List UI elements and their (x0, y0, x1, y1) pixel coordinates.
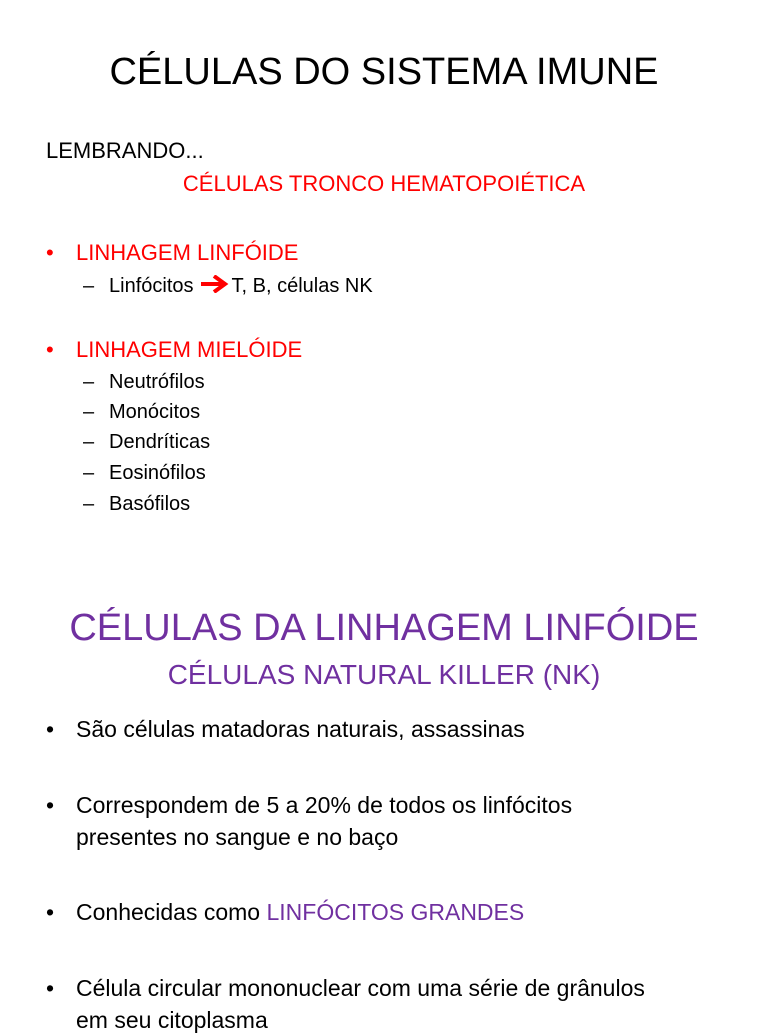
nk-bullet (46, 972, 645, 1004)
right-arrow-icon (200, 275, 230, 293)
bullet-icon: • (46, 899, 55, 925)
nk-bullet (46, 789, 572, 821)
dash-icon: – (83, 462, 95, 484)
dash-icon: – (83, 275, 95, 297)
dash-icon: – (83, 401, 95, 423)
lymphocyte-types: T, B, células NK (231, 275, 373, 297)
nk-bullet-continuation: presentes no sangue e no baço (76, 824, 399, 850)
myeloid-bullet (46, 335, 302, 365)
myeloid-item (83, 490, 190, 518)
large-lymphocytes-highlight: LINFÓCITOS GRANDES (266, 899, 525, 925)
myeloid-item (83, 398, 200, 426)
myeloid-item-label: Basófilos (109, 493, 191, 515)
myeloid-item-label: Eosinófilos (109, 462, 206, 484)
nk-bullet-text: São células matadoras naturais, assassinas (76, 716, 525, 742)
lymphoid-bullet (46, 238, 298, 268)
bullet-icon: • (46, 337, 54, 362)
bullet-icon: • (46, 792, 55, 818)
myeloid-item (83, 428, 210, 456)
nk-bullet-text: Célula circular mononuclear com uma série de grânulos (76, 975, 645, 1001)
bullet-icon: • (46, 975, 55, 1001)
myeloid-item (83, 459, 206, 487)
myeloid-item-label: Neutrófilos (109, 371, 205, 393)
lymphocytes-label: Linfócitos (109, 275, 194, 297)
myeloid-item-label: Dendríticas (109, 431, 211, 453)
bullet-icon: • (46, 240, 54, 265)
nk-bullet-text: Conhecidas como (76, 899, 267, 925)
slide2-title: CÉLULAS DA LINHAGEM LINFÓIDE (69, 607, 699, 649)
nk-bullet-continuation: em seu citoplasma (76, 1007, 268, 1033)
slide2-subtitle: CÉLULAS NATURAL KILLER (NK) (167, 659, 601, 690)
stem-cells-heading: CÉLULAS TRONCO HEMATOPOIÉTICA (182, 171, 586, 196)
lymphoid-label: LINHAGEM LINFÓIDE (76, 240, 299, 265)
lembrando-label: LEMBRANDO... (46, 138, 204, 163)
dash-icon: – (83, 371, 95, 393)
bullet-icon: • (46, 716, 55, 742)
dash-icon: – (83, 493, 95, 515)
nk-bullet (46, 896, 524, 928)
myeloid-label: LINHAGEM MIELÓIDE (76, 337, 303, 362)
nk-bullet-text: Correspondem de 5 a 20% de todos os linfócitos (76, 792, 573, 818)
nk-bullet (46, 713, 525, 745)
slide1-title: CÉLULAS DO SISTEMA IMUNE (109, 51, 659, 93)
lymphoid-item (83, 272, 373, 300)
dash-icon: – (83, 431, 95, 453)
myeloid-item-label: Monócitos (109, 401, 201, 423)
myeloid-item (83, 368, 205, 396)
